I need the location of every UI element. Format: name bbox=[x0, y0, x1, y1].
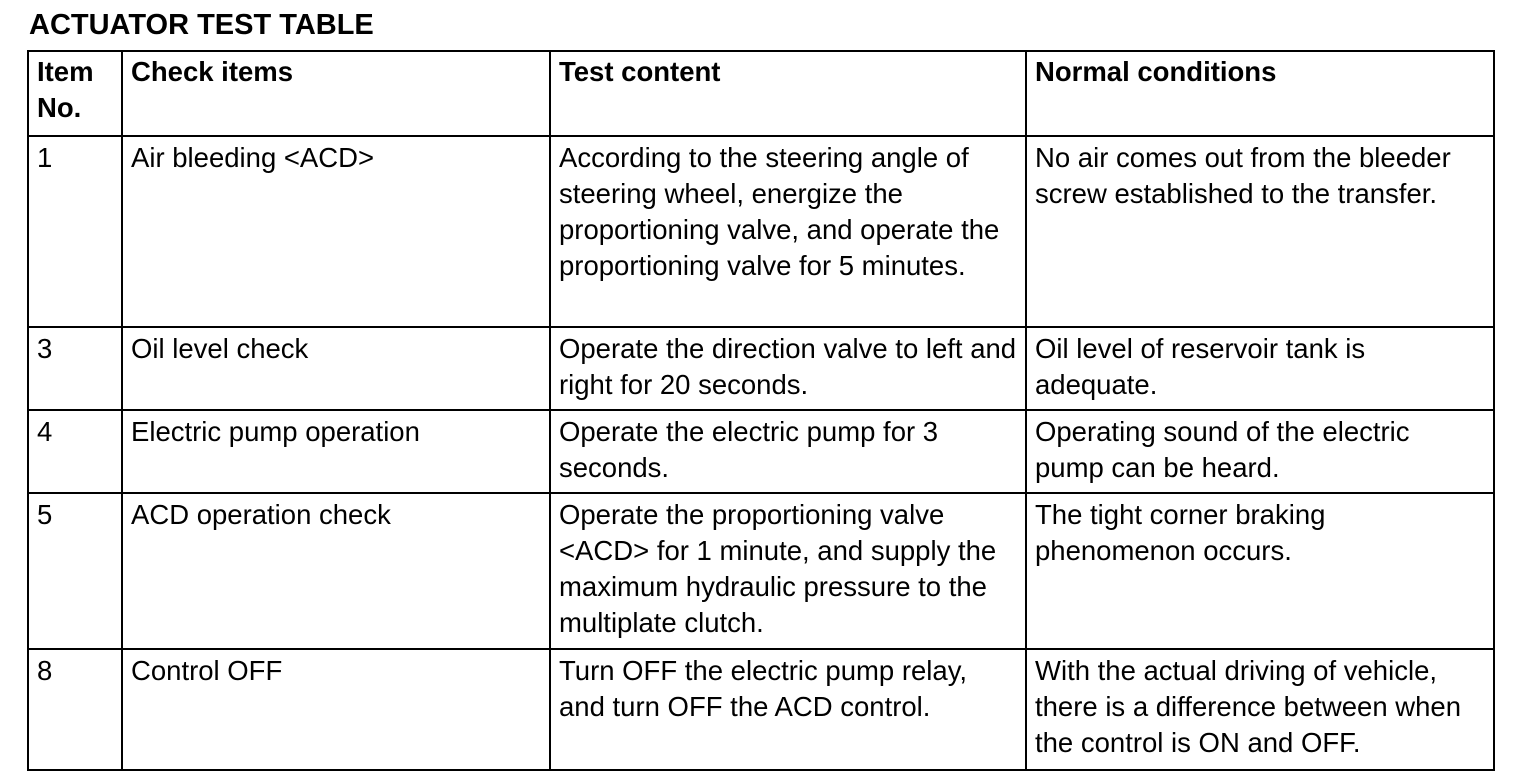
table-row bbox=[28, 136, 1494, 327]
check-item-cell: Control OFF bbox=[122, 649, 550, 770]
item-no-cell: 1 bbox=[28, 136, 122, 327]
item-no-cell: 8 bbox=[28, 649, 122, 770]
actuator-test-table bbox=[27, 50, 1495, 771]
test-content-cell: Turn OFF the electric pump relay, and turn OFF the ACD control. bbox=[550, 649, 1026, 770]
table-row bbox=[28, 649, 1494, 770]
normal-conditions-cell: No air comes out from the bleeder screw established to the transfer. bbox=[1026, 136, 1494, 327]
table-row bbox=[28, 327, 1494, 410]
header-test-content: Test content bbox=[550, 51, 1026, 136]
check-item-cell: Electric pump operation bbox=[122, 410, 550, 493]
check-item-cell: Oil level check bbox=[122, 327, 550, 410]
header-normal-conditions: Normal conditions bbox=[1026, 51, 1494, 136]
header-item-no: Item No. bbox=[28, 51, 122, 136]
test-content-cell: Operate the electric pump for 3 seconds. bbox=[550, 410, 1026, 493]
test-content-cell: According to the steering angle of steering wheel, energize the proportioning valve, and operate the proportioning valve for 5 minutes. bbox=[550, 136, 1026, 327]
header-check-items: Check items bbox=[122, 51, 550, 136]
table-row bbox=[28, 493, 1494, 649]
item-no-cell: 3 bbox=[28, 327, 122, 410]
test-content-cell: Operate the proportioning valve <ACD> for 1 minute, and supply the maximum hydraulic pressure to the multiplate clutch. bbox=[550, 493, 1026, 649]
normal-conditions-cell: Oil level of reservoir tank is adequate. bbox=[1026, 327, 1494, 410]
normal-conditions-cell: The tight corner braking phenomenon occurs. bbox=[1026, 493, 1494, 649]
check-item-cell: Air bleeding <ACD> bbox=[122, 136, 550, 327]
table-row bbox=[28, 410, 1494, 493]
item-no-cell: 4 bbox=[28, 410, 122, 493]
table-header-row bbox=[28, 51, 1494, 136]
test-content-cell: Operate the direction valve to left and right for 20 seconds. bbox=[550, 327, 1026, 410]
item-no-cell: 5 bbox=[28, 493, 122, 649]
normal-conditions-cell: Operating sound of the electric pump can be heard. bbox=[1026, 410, 1494, 493]
normal-conditions-cell: With the actual driving of vehicle, there is a difference between when the control is ON and OFF. bbox=[1026, 649, 1494, 770]
check-item-cell: ACD operation check bbox=[122, 493, 550, 649]
page-title: ACTUATOR TEST TABLE bbox=[29, 9, 374, 41]
